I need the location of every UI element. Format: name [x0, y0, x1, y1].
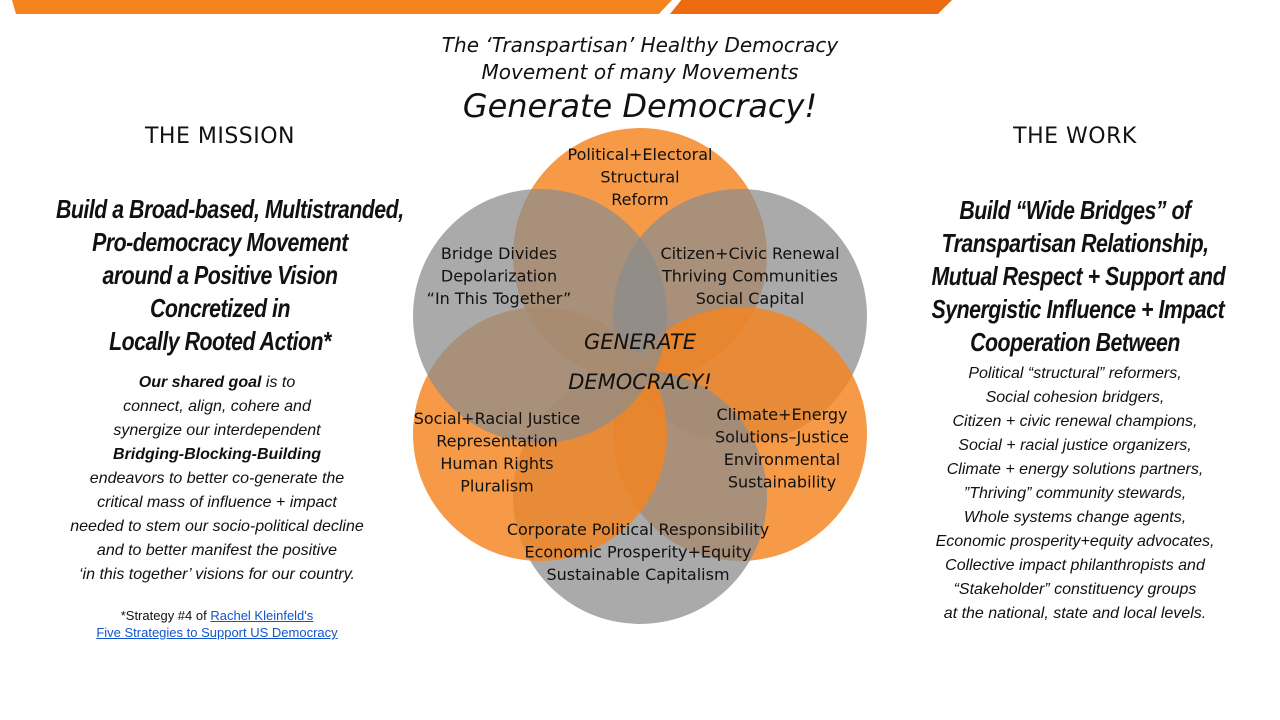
mission-statement-line: Build a Broad-based, Multistranded, [56, 194, 404, 224]
work-list-item: Political “structural” reformers, [968, 365, 1182, 382]
work-list-item: “Stakeholder” constituency groups [953, 581, 1197, 598]
venn-label-bridge-divides: “In This Together” [426, 289, 572, 308]
goal-line: connect, align, cohere and [123, 398, 311, 415]
goal-line: critical mass of influence + impact [97, 494, 337, 511]
venn-center-label: DEMOCRACY! [568, 370, 712, 394]
mission-statement-line: Pro-democracy Movement [92, 227, 348, 257]
header-line-2: Movement of many Movements [481, 60, 799, 84]
venn-label-corporate-political: Sustainable Capitalism [546, 565, 730, 584]
work-statement-line: Mutual Respect + Support and [931, 261, 1226, 291]
venn-label-climate-energy: Solutions–Justice [714, 427, 850, 447]
goal-line: ‘in this together’ visions for our country. [79, 566, 355, 583]
goal-bold-line: Bridging-Blocking-Building [113, 446, 321, 463]
work-statement-line: Synergistic Influence + Impact [931, 294, 1225, 324]
venn-label-climate-energy: Environmental [723, 450, 841, 469]
venn-label-corporate-political: Corporate Political Responsibility [506, 520, 770, 539]
mission-statement-line: Locally Rooted Action* [109, 326, 331, 356]
goal-line: needed to stem our socio-political decline [70, 518, 364, 535]
goal-lead-rest: is to [261, 374, 296, 391]
work-list-item: Whole systems change agents, [963, 509, 1187, 526]
mission-statement-line: Concretized in [149, 293, 290, 323]
mission-statement-line: around a Positive Vision [102, 260, 338, 290]
goal-lead: Our shared goal [138, 374, 262, 391]
venn-label-political-electoral: Political+Electoral [567, 145, 713, 164]
header-line-1: The ‘Transpartisan’ Healthy Democracy [441, 33, 839, 57]
goal-line: endeavors to better co-generate the [89, 470, 345, 487]
work-list-item: ”Thriving” community stewards, [963, 485, 1187, 502]
venn-label-corporate-political: Economic Prosperity+Equity [524, 542, 752, 562]
venn-label-citizen-civic: Citizen+Civic Renewal [660, 244, 840, 263]
mission-heading: THE MISSION [144, 124, 296, 149]
footnote-link-author[interactable]: Rachel Kleinfeld's [210, 608, 314, 623]
work-list-item: Social cohesion bridgers, [985, 389, 1165, 406]
venn-label-citizen-civic: Thriving Communities [662, 266, 838, 286]
venn-center-label: GENERATE [583, 330, 697, 354]
venn-label-social-racial: Social+Racial Justice [413, 409, 581, 428]
footnote-prefix: *Strategy #4 of [120, 608, 211, 623]
venn-label-social-racial: Pluralism [460, 476, 534, 496]
work-list-item: Social + racial justice organizers, [958, 437, 1192, 454]
work-statement-line: Transpartisan Relationship, [941, 228, 1209, 258]
venn-label-social-racial: Human Rights [440, 454, 554, 473]
header-title: Generate Democracy! [462, 87, 818, 125]
work-statement-line: Build “Wide Bridges” of [959, 195, 1191, 225]
work-list-item: Climate + energy solutions partners, [946, 461, 1204, 478]
footnote-link-title[interactable]: Five Strategies to Support US Democracy [96, 625, 338, 640]
venn-label-political-electoral: Reform [611, 190, 669, 209]
goal-line: and to better manifest the positive [96, 542, 338, 559]
venn-label-climate-energy: Climate+Energy [716, 405, 848, 424]
venn-label-bridge-divides: Depolarization [440, 266, 558, 286]
work-list-item: Collective impact philanthropists and [945, 557, 1205, 574]
work-list-item: Citizen + civic renewal champions, [952, 413, 1198, 430]
goal-line: synergize our interdependent [113, 422, 321, 439]
work-heading: THE WORK [1013, 124, 1137, 149]
venn-label-citizen-civic: Social Capital [695, 289, 805, 308]
work-list-item: at the national, state and local levels. [943, 605, 1207, 622]
venn-label-bridge-divides: Bridge Divides [440, 244, 558, 263]
venn-label-political-electoral: Structural [600, 167, 680, 187]
work-statement-line: Cooperation Between [970, 327, 1180, 357]
venn-label-social-racial: Representation [436, 431, 558, 451]
work-list-item: Economic prosperity+equity advocates, [935, 533, 1215, 550]
venn-circle-bridge-divides [413, 189, 667, 443]
venn-label-climate-energy: Sustainability [727, 472, 837, 492]
